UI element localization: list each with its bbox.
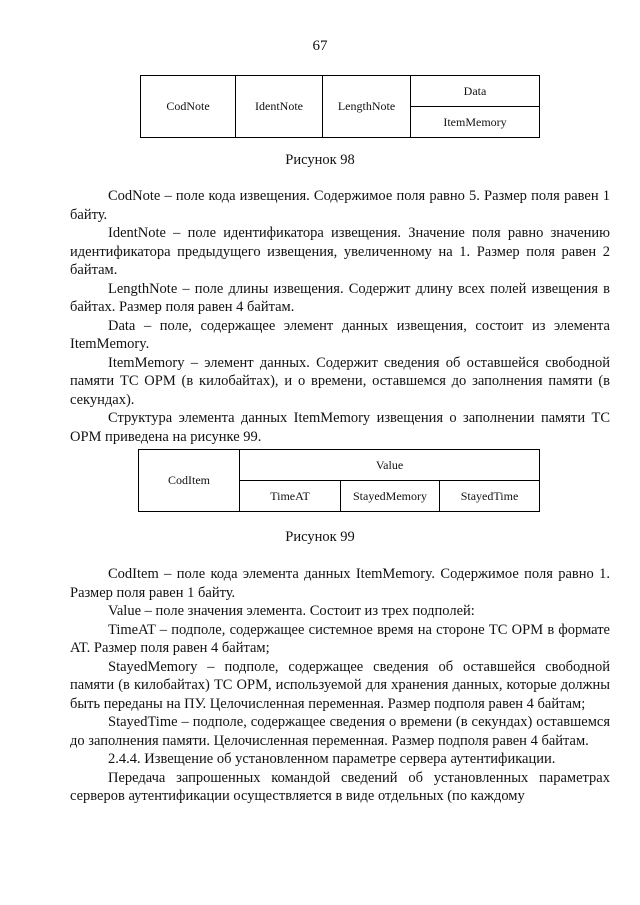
cell-lengthnote: LengthNote (323, 76, 411, 138)
paragraph: LengthNote – поле длины извещения. Содержит длину всех полей извещения в байтах. Размер поля равен 4 байтам. (70, 280, 610, 315)
figure-99-table (138, 449, 540, 512)
paragraph: ItemMemory – элемент данных. Содержит сведения об оставшейся свободной памяти ТС ОРМ (в килобайтах), и о времени, оставшемся до заполнения памяти (в секундах). (70, 354, 610, 408)
paragraph: Data – поле, содержащее элемент данных извещения, состоит из элемента ItemMemory. (70, 317, 610, 352)
page-number: 67 (312, 38, 328, 54)
paragraph: 2.4.4. Извещение об установленном параметре сервера аутентификации. (108, 751, 556, 767)
cell-identnote: IdentNote (236, 76, 323, 138)
paragraph: CodNote – поле кода извещения. Содержимое поля равно 5. Размер поля равен 1 байту. (70, 188, 610, 223)
cell-stayedtime: StayedTime (440, 481, 540, 512)
paragraph: CodItem – поле кода элемента данных ItemMemory. Содержимое поля равно 1. Размер поля равен 1 байту. (70, 566, 610, 601)
paragraph: Передача запрошенных командой сведений об установленных параметрах серверов аутентификации осуществляется в виде отдельных (по каждому (70, 769, 610, 804)
paragraph: Структура элемента данных ItemMemory извещения о заполнении памяти ТС ОРМ приведена на рисунке 99. (70, 410, 610, 445)
figure-98-table (140, 75, 540, 138)
cell-data: Data (411, 76, 540, 107)
paragraph: Value – поле значения элемента. Состоит из трех подполей: (108, 603, 475, 619)
cell-codnote: CodNote (141, 76, 236, 138)
text-block-2 (70, 565, 610, 806)
figure-98-caption: Рисунок 98 (285, 152, 355, 168)
cell-stayedmemory: StayedMemory (341, 481, 440, 512)
cell-value: Value (240, 450, 540, 481)
cell-coditem: CodItem (139, 450, 240, 512)
paragraph: StayedMemory – подполе, содержащее сведения об оставшейся свободной памяти (в килобайтах) ТС ОРМ, используемой для хранения данных, которые должны быть переданы на ПУ. Целочисленная переменная. Размер подполя равен 4 байтам; (70, 658, 610, 712)
figure-99-caption: Рисунок 99 (285, 529, 355, 545)
cell-timeat: TimeAT (240, 481, 341, 512)
paragraph: IdentNote – поле идентификатора извещения. Значение поля равно значению идентификатора предыдущего извещения, увеличенному на 1. Размер поля равен 2 байтам. (70, 225, 610, 278)
cell-itemmemory: ItemMemory (411, 107, 540, 138)
paragraph: TimeAT – подполе, содержащее системное время на стороне ТС ОРМ в формате AT. Размер поля равен 4 байтам; (70, 621, 610, 656)
text-block-1 (70, 187, 610, 446)
paragraph: StayedTime – подполе, содержащее сведения о времени (в секундах) оставшемся до заполнения памяти. Целочисленная переменная. Размер подполя равен 4 байтам. (70, 714, 610, 749)
